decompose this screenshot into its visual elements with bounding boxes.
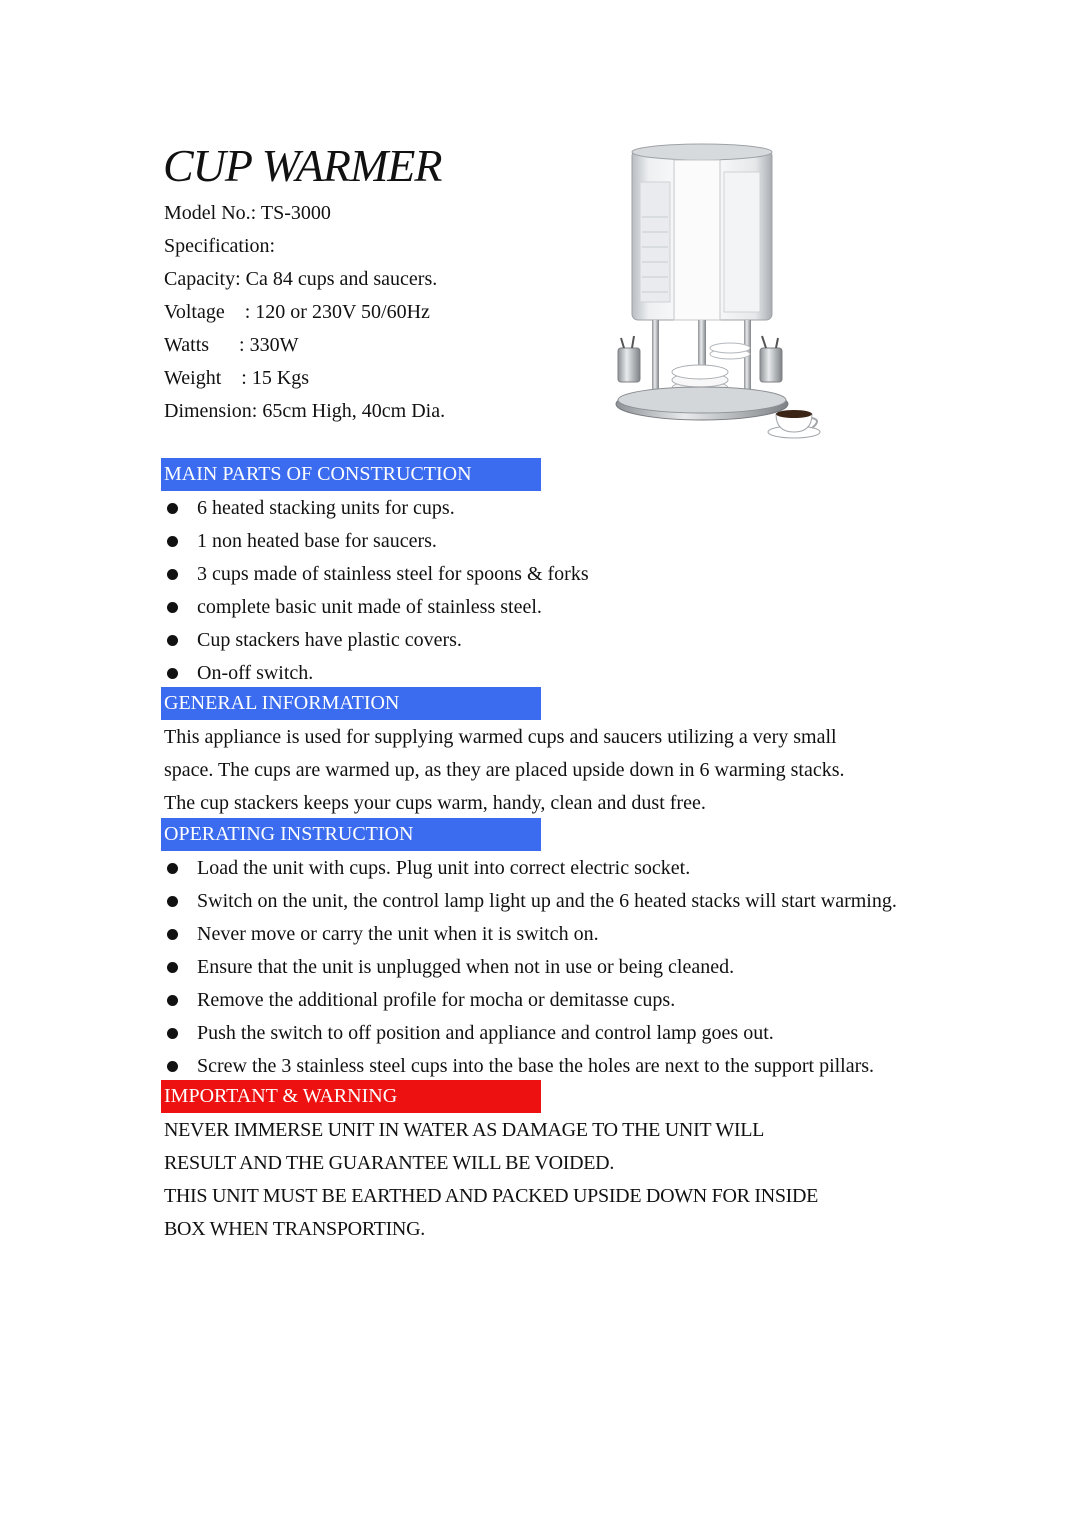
list-item-text: Load the unit with cups. Plug unit into correct electric socket. bbox=[197, 857, 691, 879]
list-item-text: Ensure that the unit is unplugged when not in use or being cleaned. bbox=[197, 956, 735, 978]
spec-voltage: Voltage : 120 or 230V 50/60Hz bbox=[164, 301, 430, 323]
spec-capacity: Capacity: Ca 84 cups and saucers. bbox=[164, 268, 438, 290]
cup-warmer-product-image bbox=[612, 142, 824, 442]
section-heading-operating: OPERATING INSTRUCTION bbox=[161, 818, 541, 851]
warning-line: NEVER IMMERSE UNIT IN WATER AS DAMAGE TO THE UNIT WILL bbox=[164, 1119, 765, 1141]
list-item bbox=[164, 918, 897, 951]
list-item bbox=[164, 984, 897, 1017]
list-item bbox=[164, 1050, 897, 1083]
bullet-dot-icon bbox=[167, 896, 178, 907]
list-item bbox=[164, 1017, 897, 1050]
bullet-dot-icon bbox=[167, 863, 178, 874]
bullet-dot-icon bbox=[167, 602, 178, 613]
list-item-text: Never move or carry the unit when it is switch on. bbox=[197, 923, 599, 945]
bullet-dot-icon bbox=[167, 962, 178, 973]
spec-watts: Watts : 330W bbox=[164, 334, 299, 356]
bullet-dot-icon bbox=[167, 635, 178, 646]
list-item bbox=[164, 591, 589, 624]
construction-list bbox=[164, 492, 589, 690]
spec-dimension: Dimension: 65cm High, 40cm Dia. bbox=[164, 400, 446, 422]
section-heading-warning: IMPORTANT & WARNING bbox=[161, 1080, 541, 1113]
list-item bbox=[164, 525, 589, 558]
spec-model: Model No.: TS-3000 bbox=[164, 202, 331, 224]
list-item bbox=[164, 624, 589, 657]
list-item bbox=[164, 885, 897, 918]
list-item-text: Switch on the unit, the control lamp light up and the 6 heated stacks will start warming. bbox=[197, 890, 897, 912]
operating-list bbox=[164, 852, 897, 1083]
specification-block bbox=[164, 197, 445, 428]
list-item bbox=[164, 951, 897, 984]
list-item-text: 3 cups made of stainless steel for spoons & forks bbox=[197, 563, 589, 585]
bullet-dot-icon bbox=[167, 536, 178, 547]
list-item bbox=[164, 558, 589, 591]
list-item-text: 6 heated stacking units for cups. bbox=[197, 497, 455, 519]
bullet-dot-icon bbox=[167, 668, 178, 679]
list-item bbox=[164, 852, 897, 885]
spec-weight: Weight : 15 Kgs bbox=[164, 367, 310, 389]
list-item bbox=[164, 657, 589, 690]
list-item-text: Screw the 3 stainless steel cups into the base the holes are next to the support pillars. bbox=[197, 1055, 875, 1077]
bullet-dot-icon bbox=[167, 929, 178, 940]
bullet-dot-icon bbox=[167, 1061, 178, 1072]
warning-line: RESULT AND THE GUARANTEE WILL BE VOIDED. bbox=[164, 1152, 615, 1174]
list-item-text: Push the switch to off position and appliance and control lamp goes out. bbox=[197, 1022, 774, 1044]
warning-paragraph bbox=[164, 1114, 818, 1246]
list-item-text: Remove the additional profile for mocha or demitasse cups. bbox=[197, 989, 676, 1011]
section-heading-construction: MAIN PARTS OF CONSTRUCTION bbox=[161, 458, 541, 491]
warning-line: THIS UNIT MUST BE EARTHED AND PACKED UPSIDE DOWN FOR INSIDE bbox=[164, 1185, 819, 1207]
bullet-dot-icon bbox=[167, 1028, 178, 1039]
paragraph-line: This appliance is used for supplying warmed cups and saucers utilizing a very small bbox=[164, 726, 837, 748]
list-item-text: Cup stackers have plastic covers. bbox=[197, 629, 462, 651]
list-item-text: 1 non heated base for saucers. bbox=[197, 530, 437, 552]
bullet-dot-icon bbox=[167, 569, 178, 580]
bullet-dot-icon bbox=[167, 503, 178, 514]
section-heading-general: GENERAL INFORMATION bbox=[161, 687, 541, 720]
spec-heading: Specification: bbox=[164, 235, 276, 257]
page-title: CUP WARMER bbox=[163, 140, 442, 191]
bullet-dot-icon bbox=[167, 995, 178, 1006]
warning-line: BOX WHEN TRANSPORTING. bbox=[164, 1218, 425, 1240]
paragraph-line: The cup stackers keeps your cups warm, handy, clean and dust free. bbox=[164, 792, 706, 814]
list-item-text: complete basic unit made of stainless steel. bbox=[197, 596, 542, 618]
general-information-paragraph bbox=[164, 721, 845, 820]
list-item-text: On-off switch. bbox=[197, 662, 314, 684]
list-item bbox=[164, 492, 589, 525]
paragraph-line: space. The cups are warmed up, as they are placed upside down in 6 warming stacks. bbox=[164, 759, 845, 781]
